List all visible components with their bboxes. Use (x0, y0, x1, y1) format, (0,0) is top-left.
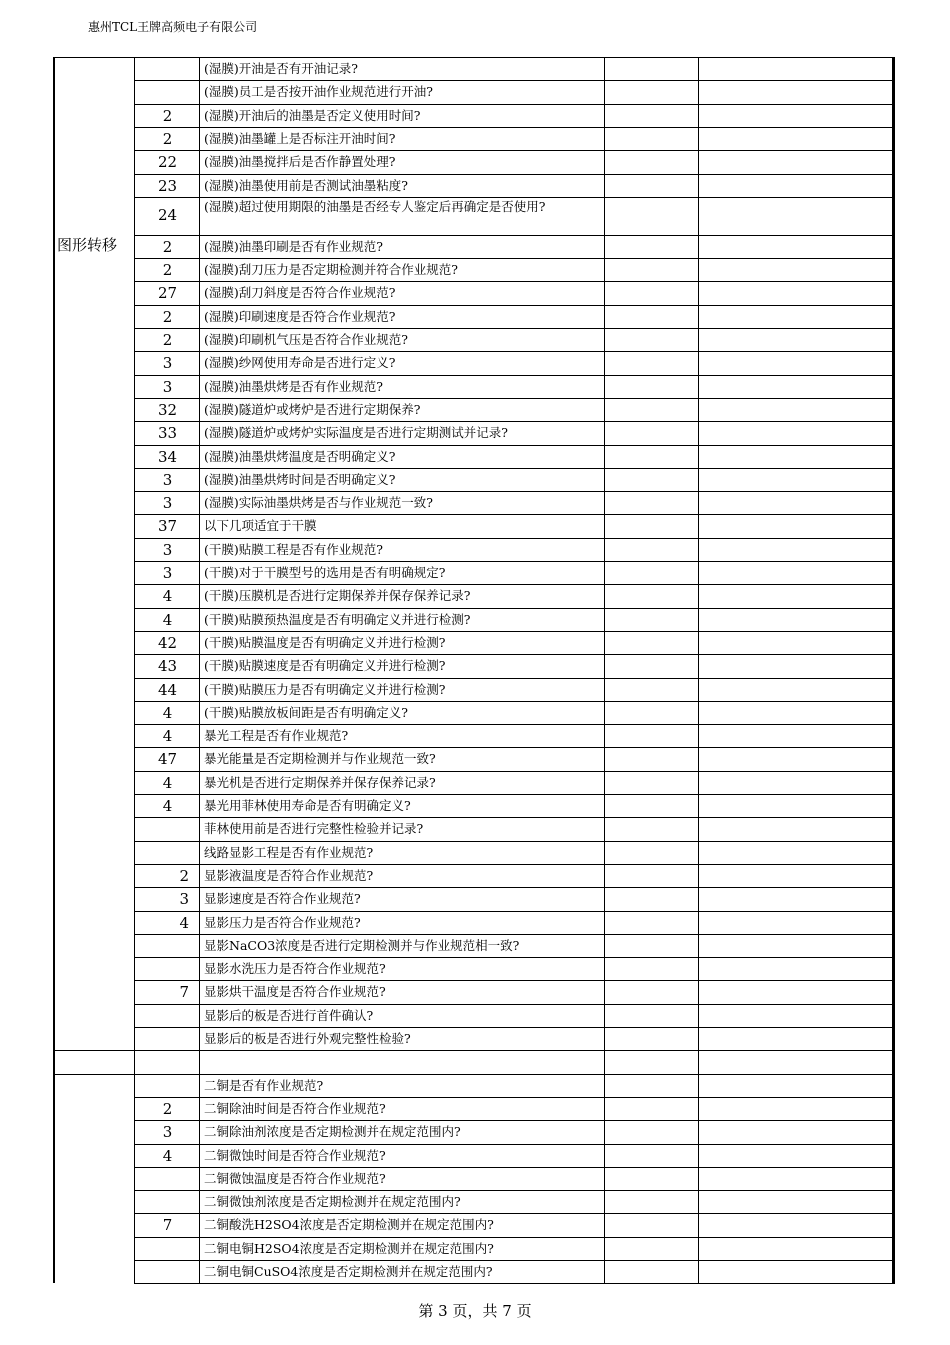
company-header: 惠州TCL王牌高频电子有限公司 (88, 20, 258, 34)
item-question: 显影后的板是否进行外观完整性检验? (204, 1031, 411, 1046)
table-row (53, 445, 895, 468)
table-row (53, 1097, 895, 1120)
item-number: 3 (162, 540, 173, 559)
item-number: 47 (157, 750, 178, 769)
item-number: 2 (162, 1099, 173, 1118)
table-row (53, 631, 895, 654)
table-row (53, 514, 895, 537)
item-number: 3 (162, 564, 173, 582)
item-question: 二铜微蚀剂浓度是否定期检测并在规定范围内? (204, 1194, 461, 1210)
item-question: (湿膜)开油是否有开油记录? (204, 61, 358, 76)
item-question: (干膜)贴膜工程是否有作业规范? (204, 541, 383, 557)
item-question: (干膜)贴膜放板间距是否有明确定义? (204, 704, 408, 720)
item-question: 二铜是否有作业规范? (204, 1077, 324, 1093)
item-question: 暴光用菲林使用寿命是否有明确定义? (204, 798, 411, 813)
item-number: 4 (162, 797, 173, 815)
table-row (53, 305, 895, 328)
item-question: (湿膜)员工是否按开油作业规范进行开油? (204, 84, 433, 100)
item-question: 暴光机是否进行定期保养并保存保养记录? (204, 774, 436, 790)
item-number: 43 (157, 657, 178, 676)
item-number: 3 (179, 890, 189, 909)
table-row (53, 957, 895, 980)
item-number: 4 (162, 587, 173, 606)
item-question: 显影烘干温度是否符合作业规范? (204, 984, 386, 1000)
item-question: (湿膜)刮刀压力是否定期检测并符合作业规范? (204, 262, 458, 278)
table-row (53, 771, 895, 794)
table-row (53, 468, 895, 491)
item-number: 2 (162, 237, 173, 256)
item-number: 2 (162, 106, 173, 125)
table-row (53, 150, 895, 173)
item-question: (干膜)压膜机是否进行定期保养并保存保养记录? (204, 588, 471, 604)
item-number: 44 (157, 680, 178, 699)
item-question: 线路显影工程是否有作业规范? (204, 844, 374, 860)
table-row (53, 351, 895, 374)
item-number: 23 (157, 176, 178, 195)
table-row (53, 258, 895, 281)
table-row (53, 654, 895, 677)
item-question: (湿膜)油墨罐上是否标注开油时间? (204, 130, 396, 146)
item-question: (干膜)贴膜速度是否有明确定义并进行检测? (204, 658, 446, 674)
table-row (53, 375, 895, 398)
item-question: 二铜电铜CuSO4浓度是否定期检测并在规定范围内? (204, 1264, 493, 1279)
item-question: 显影后的板是否进行首件确认? (204, 1007, 374, 1023)
item-question: 二铜除油时间是否符合作业规范? (204, 1100, 386, 1116)
item-number: 4 (162, 773, 173, 792)
table-row (53, 584, 895, 607)
item-number: 27 (157, 284, 178, 303)
grid-line (199, 57, 200, 1283)
table-row (53, 1004, 895, 1027)
item-question: 以下几项适宜于干膜 (204, 518, 317, 534)
table-row (53, 980, 895, 1003)
item-question: 显影NaCO3浓度是否进行定期检测并与作业规范相一致? (204, 937, 520, 953)
item-question: (湿膜)开油后的油墨是否定义使用时间? (204, 107, 421, 123)
item-question: (湿膜)实际油墨烘烤是否与作业规范一致? (204, 495, 433, 511)
item-number: 2 (179, 866, 189, 885)
table-row (53, 1074, 895, 1097)
item-question: (湿膜)油墨印刷是否有作业规范? (204, 238, 383, 254)
item-number: 4 (179, 913, 189, 932)
table-row (53, 701, 895, 724)
item-question: 二铜电铜H2SO4浓度是否定期检测并在规定范围内? (204, 1240, 494, 1256)
table-row (53, 127, 895, 150)
item-number: 24 (157, 205, 178, 224)
item-number: 34 (157, 447, 178, 466)
grid-line (892, 57, 895, 1283)
item-question: 二铜微蚀温度是否符合作业规范? (204, 1170, 386, 1186)
item-question: 显影液温度是否符合作业规范? (204, 867, 374, 883)
table-row (53, 887, 895, 910)
table-row (53, 864, 895, 887)
grid-line (134, 57, 135, 1283)
table-row (53, 817, 895, 840)
item-number: 3 (162, 1123, 173, 1142)
table-row (53, 235, 895, 258)
item-number: 37 (157, 517, 178, 536)
table-row (53, 1027, 895, 1050)
grid-line (604, 57, 605, 1283)
table-row (53, 80, 895, 103)
item-number: 4 (162, 610, 173, 629)
table-row (53, 538, 895, 561)
table-row (53, 1144, 895, 1167)
checklist-table (53, 57, 895, 1292)
item-number: 2 (162, 331, 173, 349)
table-row (53, 1260, 895, 1283)
page-number: 第 3 页，共 7 页 (418, 1302, 532, 1320)
item-number: 4 (162, 1146, 173, 1165)
item-question: (干膜)贴膜温度是否有明确定义并进行检测? (204, 634, 446, 650)
grid-line (53, 57, 55, 1283)
table-row (53, 398, 895, 421)
table-row (53, 934, 895, 957)
table-row (53, 1190, 895, 1213)
item-question: (湿膜)油墨烘烤时间是否明确定义? (204, 471, 396, 487)
item-question: (湿膜)油墨搅拌后是否作静置处理? (204, 154, 396, 170)
item-number: 2 (162, 261, 173, 280)
item-number: 3 (162, 354, 173, 373)
item-question: (湿膜)超过使用期限的油墨是否经专人鉴定后再确定是否使用? (204, 198, 546, 214)
item-number: 42 (157, 633, 178, 652)
table-row (53, 104, 895, 127)
item-question: (干膜)贴膜预热温度是否有明确定义并进行检测? (204, 611, 471, 627)
grid-line (134, 1283, 895, 1284)
item-question: 暴光能量是否定期检测并与作业规范一致? (204, 751, 436, 767)
table-row (53, 197, 895, 235)
category-label: 图形转移 (57, 235, 118, 254)
item-number: 4 (162, 727, 173, 746)
item-question: (湿膜)油墨使用前是否测试油墨粘度? (204, 177, 408, 193)
table-row (53, 328, 895, 351)
table-row (53, 174, 895, 197)
item-question: 二铜微蚀时间是否符合作业规范? (204, 1147, 386, 1163)
item-question: 暴光工程是否有作业规范? (204, 728, 349, 744)
item-number: 3 (162, 377, 173, 396)
item-question: (湿膜)隧道炉或烤炉是否进行定期保养? (204, 401, 421, 417)
table-row (53, 678, 895, 701)
table-row (53, 491, 895, 514)
table-row (53, 1213, 895, 1236)
item-question: 二铜除油剂浓度是否定期检测并在规定范围内? (204, 1124, 461, 1140)
table-row (53, 911, 895, 934)
item-number: 7 (179, 983, 189, 1002)
item-question: (湿膜)印刷机气压是否符合作业规范? (204, 332, 408, 347)
item-question: 菲林使用前是否进行完整性检验并记录? (204, 821, 424, 837)
item-number: 2 (162, 129, 173, 148)
item-number: 3 (162, 494, 173, 513)
table-row (53, 747, 895, 770)
item-question: (干膜)对于干膜型号的选用是否有明确规定? (204, 565, 446, 580)
item-question: (湿膜)刮刀斜度是否符合作业规范? (204, 285, 396, 301)
table-row (53, 561, 895, 584)
item-number: 4 (162, 703, 173, 722)
item-question: (湿膜)印刷速度是否符合作业规范? (204, 308, 396, 324)
table-row (53, 1167, 895, 1190)
item-question: (湿膜)纱网使用寿命是否进行定义? (204, 355, 396, 371)
table-row (53, 1050, 895, 1073)
item-question: (湿膜)油墨烘烤温度是否明确定义? (204, 448, 396, 464)
item-question: (湿膜)隧道炉或烤炉实际温度是否进行定期测试并记录? (204, 425, 508, 441)
item-question: 显影速度是否符合作业规范? (204, 891, 361, 907)
item-question: 二铜酸洗H2SO4浓度是否定期检测并在规定范围内? (204, 1217, 494, 1233)
table-row (53, 724, 895, 747)
item-question: (湿膜)油墨烘烤是否有作业规范? (204, 378, 383, 394)
item-number: 2 (162, 307, 173, 326)
table-row (53, 1237, 895, 1260)
table-row (53, 841, 895, 864)
table-row (53, 57, 895, 80)
table-row (53, 421, 895, 444)
table-row (53, 1120, 895, 1143)
item-number: 3 (162, 470, 173, 489)
table-row (53, 794, 895, 817)
item-number: 33 (157, 424, 178, 443)
item-question: (干膜)贴膜压力是否有明确定义并进行检测? (204, 681, 446, 697)
table-row (53, 281, 895, 304)
table-row (53, 608, 895, 631)
item-question: 显影压力是否符合作业规范? (204, 914, 361, 930)
item-number: 7 (162, 1216, 173, 1235)
item-number: 22 (157, 153, 178, 172)
item-number: 32 (157, 400, 178, 419)
grid-line (698, 57, 699, 1283)
item-question: 显影水洗压力是否符合作业规范? (204, 961, 386, 977)
